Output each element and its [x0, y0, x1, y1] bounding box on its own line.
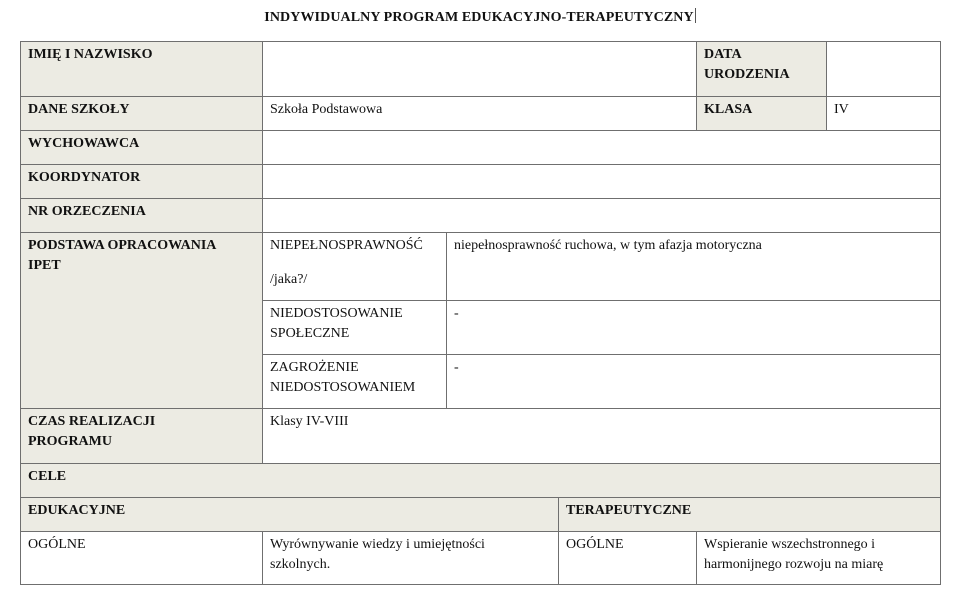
row-imie-nazwisko: [21, 42, 941, 97]
label-czas-line2: PROGRAMU: [28, 434, 112, 449]
label-data-urodzenia: [697, 42, 827, 97]
row-cele: [21, 464, 941, 498]
row-wychowawca: [21, 131, 941, 165]
row-niepelnosprawnosc: [21, 233, 941, 301]
row-ogolne: [21, 532, 941, 585]
label-edukacyjne: EDUKACYJNE: [21, 498, 559, 532]
field-ogolne-terapeutyczne[interactable]: [697, 532, 941, 585]
row-dane-szkoly: [21, 97, 941, 131]
label-ogolne-edukacyjne: OGÓLNE: [21, 532, 263, 585]
field-data-urodzenia[interactable]: [827, 42, 941, 97]
row-czas-realizacji: [21, 409, 941, 464]
label-jaka: /jaka?/: [270, 272, 308, 287]
label-data-line1: DATA: [704, 47, 742, 62]
field-klasa[interactable]: IV: [827, 97, 941, 131]
label-podstawa-opracowania: [21, 233, 263, 409]
label-niedostosowanie-line2: SPOŁECZNE: [270, 326, 350, 341]
label-zagrozenie-line1: ZAGROŻENIE: [270, 360, 359, 375]
field-niepelnosprawnosc[interactable]: niepełnosprawność ruchowa, w tym afazja motoryczna: [447, 233, 941, 301]
label-terapeutyczne: TERAPEUTYCZNE: [559, 498, 941, 532]
field-ogolne-edukacyjne[interactable]: [263, 532, 559, 585]
field-imie-nazwisko[interactable]: [263, 42, 697, 97]
label-czas-realizacji: [21, 409, 263, 464]
ipet-form-table: [20, 41, 941, 585]
label-podstawa-line1: PODSTAWA OPRACOWANIA: [28, 238, 217, 253]
document-title-text: INDYWIDUALNY PROGRAM EDUKACYJNO-TERAPEUTYCZNY: [264, 10, 694, 25]
label-data-line2: URODZENIA: [704, 67, 790, 82]
label-niedostosowanie: [263, 301, 447, 355]
ogolne-ter-line1: Wspieranie wszechstronnego i: [704, 537, 876, 552]
label-nr-orzeczenia: NR ORZECZENIA: [21, 199, 263, 233]
label-zagrozenie: [263, 355, 447, 409]
field-czas-realizacji[interactable]: Klasy IV-VIII: [263, 409, 941, 464]
row-nr-orzeczenia: [21, 199, 941, 233]
label-niedostosowanie-line1: NIEDOSTOSOWANIE: [270, 306, 403, 321]
label-czas-line1: CZAS REALIZACJI: [28, 414, 156, 429]
label-zagrozenie-line2: NIEDOSTOSOWANIEM: [270, 380, 416, 395]
row-cele-kategorie: [21, 498, 941, 532]
field-zagrozenie[interactable]: -: [447, 355, 941, 409]
label-podstawa-line2: IPET: [28, 258, 61, 273]
ogolne-edu-line2: szkolnych.: [270, 557, 331, 572]
label-ogolne-terapeutyczne: OGÓLNE: [559, 532, 697, 585]
row-koordynator: [21, 165, 941, 199]
label-niepelnosprawnosc: [263, 233, 447, 301]
label-klasa: KLASA: [697, 97, 827, 131]
field-nr-orzeczenia[interactable]: [263, 199, 941, 233]
label-wychowawca: WYCHOWAWCA: [21, 131, 263, 165]
label-dane-szkoly: DANE SZKOŁY: [21, 97, 263, 131]
label-niepelnosprawnosc-text: NIEPEŁNOSPRAWNOŚĆ: [270, 238, 423, 253]
field-wychowawca[interactable]: [263, 131, 941, 165]
label-koordynator: KOORDYNATOR: [21, 165, 263, 199]
field-dane-szkoly[interactable]: Szkoła Podstawowa: [263, 97, 697, 131]
ogolne-edu-line1: Wyrównywanie wiedzy i umiejętności: [270, 537, 485, 552]
label-cele: CELE: [21, 464, 941, 498]
ogolne-ter-line2: harmonijnego rozwoju na miarę: [704, 557, 884, 572]
field-niedostosowanie[interactable]: -: [447, 301, 941, 355]
field-koordynator[interactable]: [263, 165, 941, 199]
label-imie-nazwisko: IMIĘ I NAZWISKO: [21, 42, 263, 97]
